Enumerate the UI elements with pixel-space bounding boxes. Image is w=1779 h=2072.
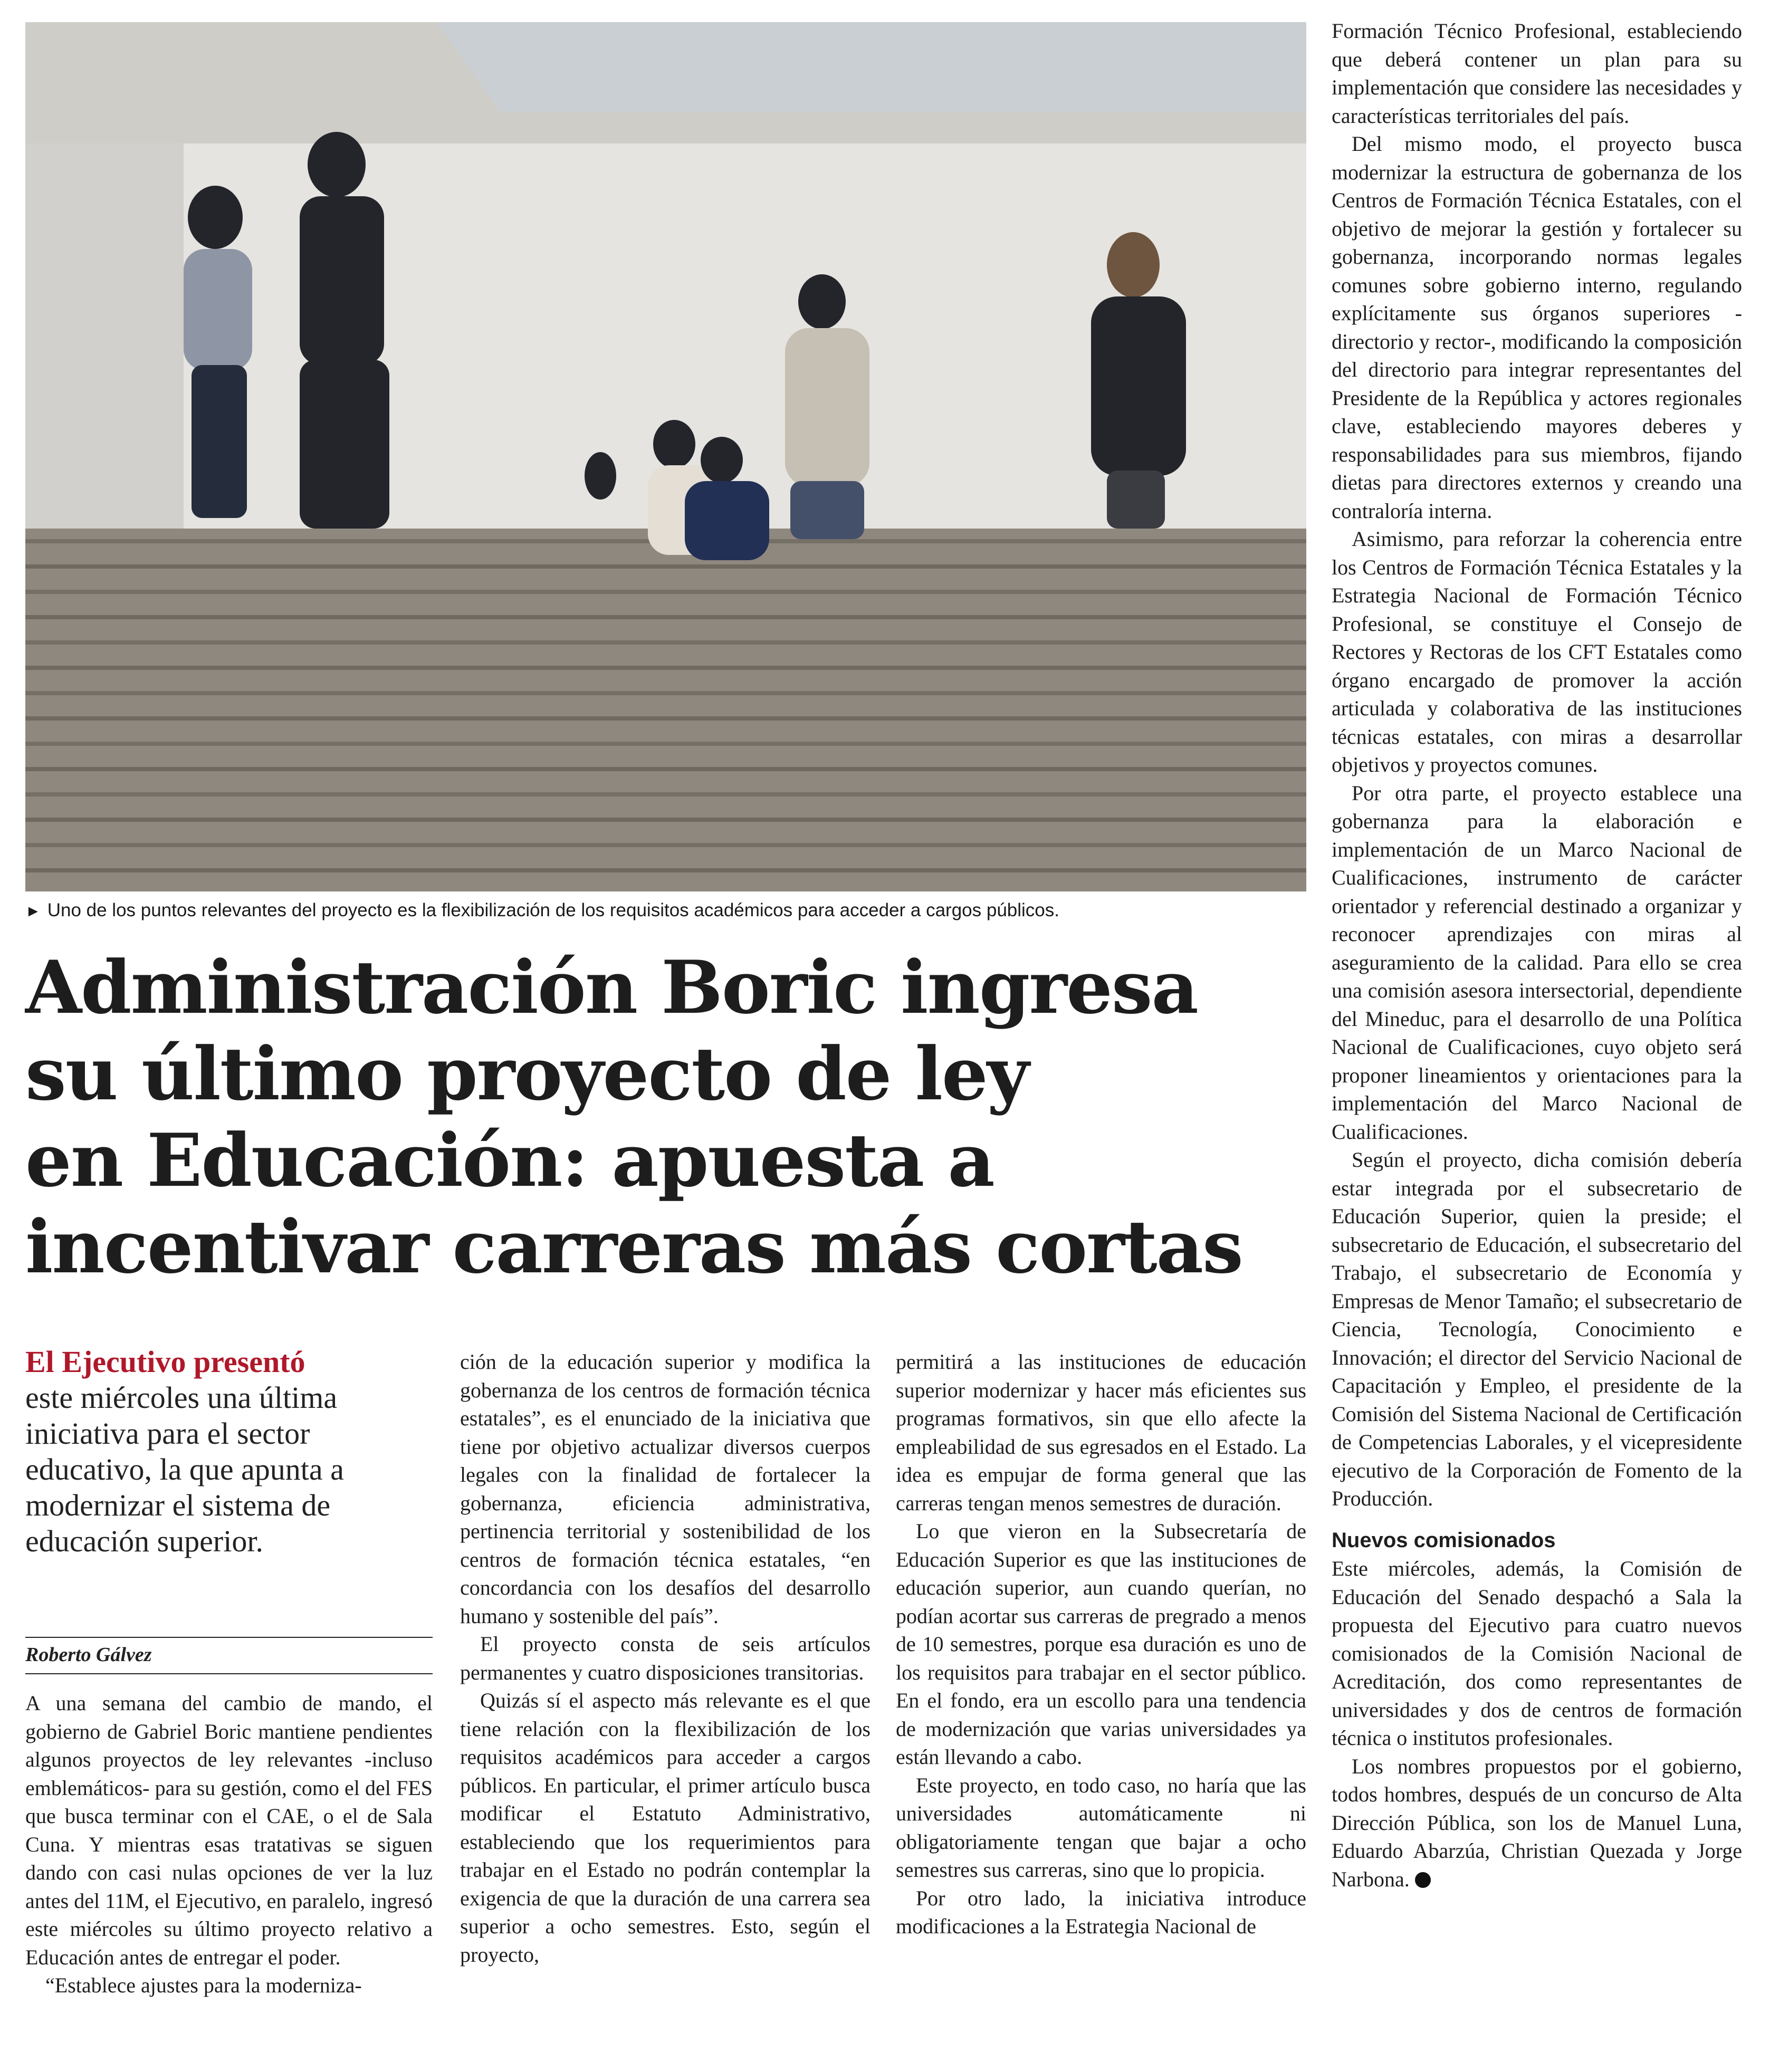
caption-marker-icon: ► [25,903,41,920]
students-on-stairs-illustration [25,22,1306,891]
photo-caption [25,899,1306,923]
byline-rule-top [25,1637,433,1638]
headline-line: Administración Boric ingresa [25,944,1198,1030]
body-paragraph: Lo que vieron en la Subsecretaría de Educación Superior es que las instituciones de educación superior, aun cuando querían, no podían acortar sus carreras de pregrado a menos de 10 semestres, porque esa duración es uno de los requisitos para trabajar en el sector público. En el fondo, era un escollo para una tendencia de modernización que varias universidades ya están llevando a cabo. [896,1519,1306,1769]
lead-kicker: El Ejecutivo presentó [25,1345,305,1379]
stair-step-edge [25,640,1306,645]
stair-step-edge [25,691,1306,695]
headline-line: incentivar carreras más cortas [25,1204,1242,1290]
headline-line: en Educación: apuesta a [25,1117,994,1203]
body-paragraph: Del mismo modo, el proyecto busca modernizar la estructura de gobernanza de los Centros de Formación Técnica Estatales, con el objetivo de mejorar la gestión y fortalecer su gobernanza, incorporando normas legales comunes sobre gobierno interno, regulando explícitamente sus órganos superiores -directorio y rector-, modificando la composición del directorio para integrar representantes del Presidente de la República y actores regionales clave, estableciendo mayores deberes y responsabilidades para sus miembros, fijando dietas para directores externos y creando una contraloría interna. [1332,132,1742,523]
stair-step-edge [25,716,1306,721]
body-paragraph: Quizás sí el aspecto más relevante es el que tiene relación con la flexibilización de los requisitos académicos para acceder a cargos públicos. En particular, el primer artículo busca modificar el Estatuto Administrativo, estableciendo que los requerimientos para trabajar en el Estado no podrán contemplar la exigencia de que la duración de una carrera sea superior a ocho semestres. Esto, según el proyecto, [460,1689,871,1967]
body-paragraph: Este proyecto, en todo caso, no haría que las universidades automáticamente ni obligatoriamente tengan que bajar a ocho semestres sus carreras, sino que lo propicia. [896,1773,1306,1882]
stair-step-edge [25,767,1306,771]
stair-step-edge [25,792,1306,797]
headline [25,944,1313,1290]
body-paragraph: Asimismo, para reforzar la coherencia entre los Centros de Formación Técnica Estatales y la Estrategia Nacional de Formación Técnico Profesional, se constituye el Consejo de Rectores y Rectoras de los CFT Estatales como órgano encargado de promover la acción articulada y colaborativa de las instituciones técnicas estatales, con miras a desarrollar objetivos y proyectos comunes. [1332,527,1742,776]
lead-paragraph [25,1344,389,1559]
stair-step-edge [25,843,1306,847]
section-subhead: Nuevos comisionados [1332,1528,1556,1552]
stair-step-edge [25,868,1306,872]
article-photo [25,22,1306,891]
body-paragraph: ción de la educación superior y modifica la gobernanza de los centros de formación técnica estatales”, es el enunciado de la iniciativa que tiene por objetivo actualizar diversos cuerpos legales con la finalidad de fortalecer la gobernanza, eficiencia administrativa, pertinencia territorial y sostenibilidad de los centros de formación técnica estatales, “en concordancia con los desafíos del desarrollo humano y sostenible del país”. [460,1350,871,1628]
body-paragraph: El proyecto consta de seis artículos permanentes y cuatro disposiciones transitorias. [460,1632,871,1684]
body-paragraph: Por otro lado, la iniciativa introduce modificaciones a la Estrategia Nacional de [896,1886,1306,1938]
stair-step-edge [25,615,1306,619]
body-column-2 [460,1348,871,1969]
body-paragraph: A una semana del cambio de mando, el gobierno de Gabriel Boric mantiene pendientes algunos proyectos de ley relevantes -incluso emblemáticos- para su gestión, como el del FES que busca terminar con el CAE, o el de Sala Cuna. Y mientras esas tratativas se siguen dando con casi nulas opciones de ver la luz antes del 11M, el Ejecutivo, en paralelo, ingresó este miércoles su último proyecto relativo a Educación antes de entregar el poder. [25,1691,433,1969]
body-column-1 [25,1689,433,2000]
body-paragraph: permitirá a las instituciones de educación superior modernizar y hacer más eficientes sus programas formativos, sin que ello afecte la empleabilidad de sus egresados en el Estado. La idea es empujar de forma general que las carreras tengan menos semestres de duración. [896,1350,1306,1515]
body-column-4 [1332,17,1742,1893]
body-paragraph [1332,1752,1742,1894]
body-paragraph: Según el proyecto, dicha comisión debería estar integrada por el subsecretario de Educación Superior, quien la preside; el subsecretario de Educación, el subsecretario del Trabajo, el subsecretario de Economía y Empresas de Menor Tamaño; el subsecretario de Ciencia, Tecnología, Conocimiento e Innovación; el director del Servicio Nacional de Capacitación y Empleo, el presidente de la Comisión del Sistema Nacional de Certificación de Competencias Laborales, y el vicepresidente ejecutivo de la Corporación de Fomento de la Producción. [1332,1148,1742,1510]
stair-step-edge [25,590,1306,594]
stair-step-edge [25,818,1306,822]
body-paragraph: “Establece ajustes para la moderniza- [45,1973,362,1997]
body-paragraph: Este miércoles, además, la Comisión de Educación del Senado despachó a Sala la propuesta del Ejecutivo para cuatro nuevos comisionados de la Comisión Nacional de Acreditación, dos como representantes de universidades y dos de centros de formación técnica o institutos profesionales. [1332,1557,1742,1750]
closing-paragraph-text: Los nombres propuestos por el gobierno, todos hombres, después de un concurso de Alta Dirección Pública, son los de Manuel Luna, Eduardo Abarzúa, Christian Quezada y Jorge Narbona. [1332,1754,1742,1891]
byline: Roberto Gálvez [25,1644,152,1666]
stair-step-edge [25,742,1306,746]
body-paragraph: Por otra parte, el proyecto establece una gobernanza para la elaboración e implementación de un Marco Nacional de Cualificaciones, instrumento de carácter orientador y referencial destinado a organizar y reconocer aprendizajes con miras al aseguramiento de la calidad. Para ello se crea una comisión asesora intersectorial, dependiente del Mineduc, para el desarrollo de una Política Nacional de Cualificaciones, cuyo objeto será proponer lineamientos y orientaciones para la implementación del Marco Nacional de Cualificaciones. [1332,781,1742,1144]
stair-step-edge [25,666,1306,670]
end-mark-icon [1415,1872,1431,1888]
lead-text: este miércoles una última iniciativa para el sector educativo, la que apunta a modernizar el sistema de educación superior. [25,1380,344,1558]
stairs [25,529,1306,891]
caption-text: Uno de los puntos relevantes del proyecto es la flexibilización de los requisitos académicos para acceder a cargos públicos. [47,900,1059,920]
headline-line: su último proyecto de ley [25,1031,1028,1117]
stair-step-edge [25,564,1306,569]
body-paragraph: Formación Técnico Profesional, estableciendo que deberá contener un plan para su implementación que considere las necesidades y características territoriales del país. [1332,19,1742,128]
body-column-3 [896,1348,1306,1941]
byline-rule-bottom [25,1673,433,1674]
